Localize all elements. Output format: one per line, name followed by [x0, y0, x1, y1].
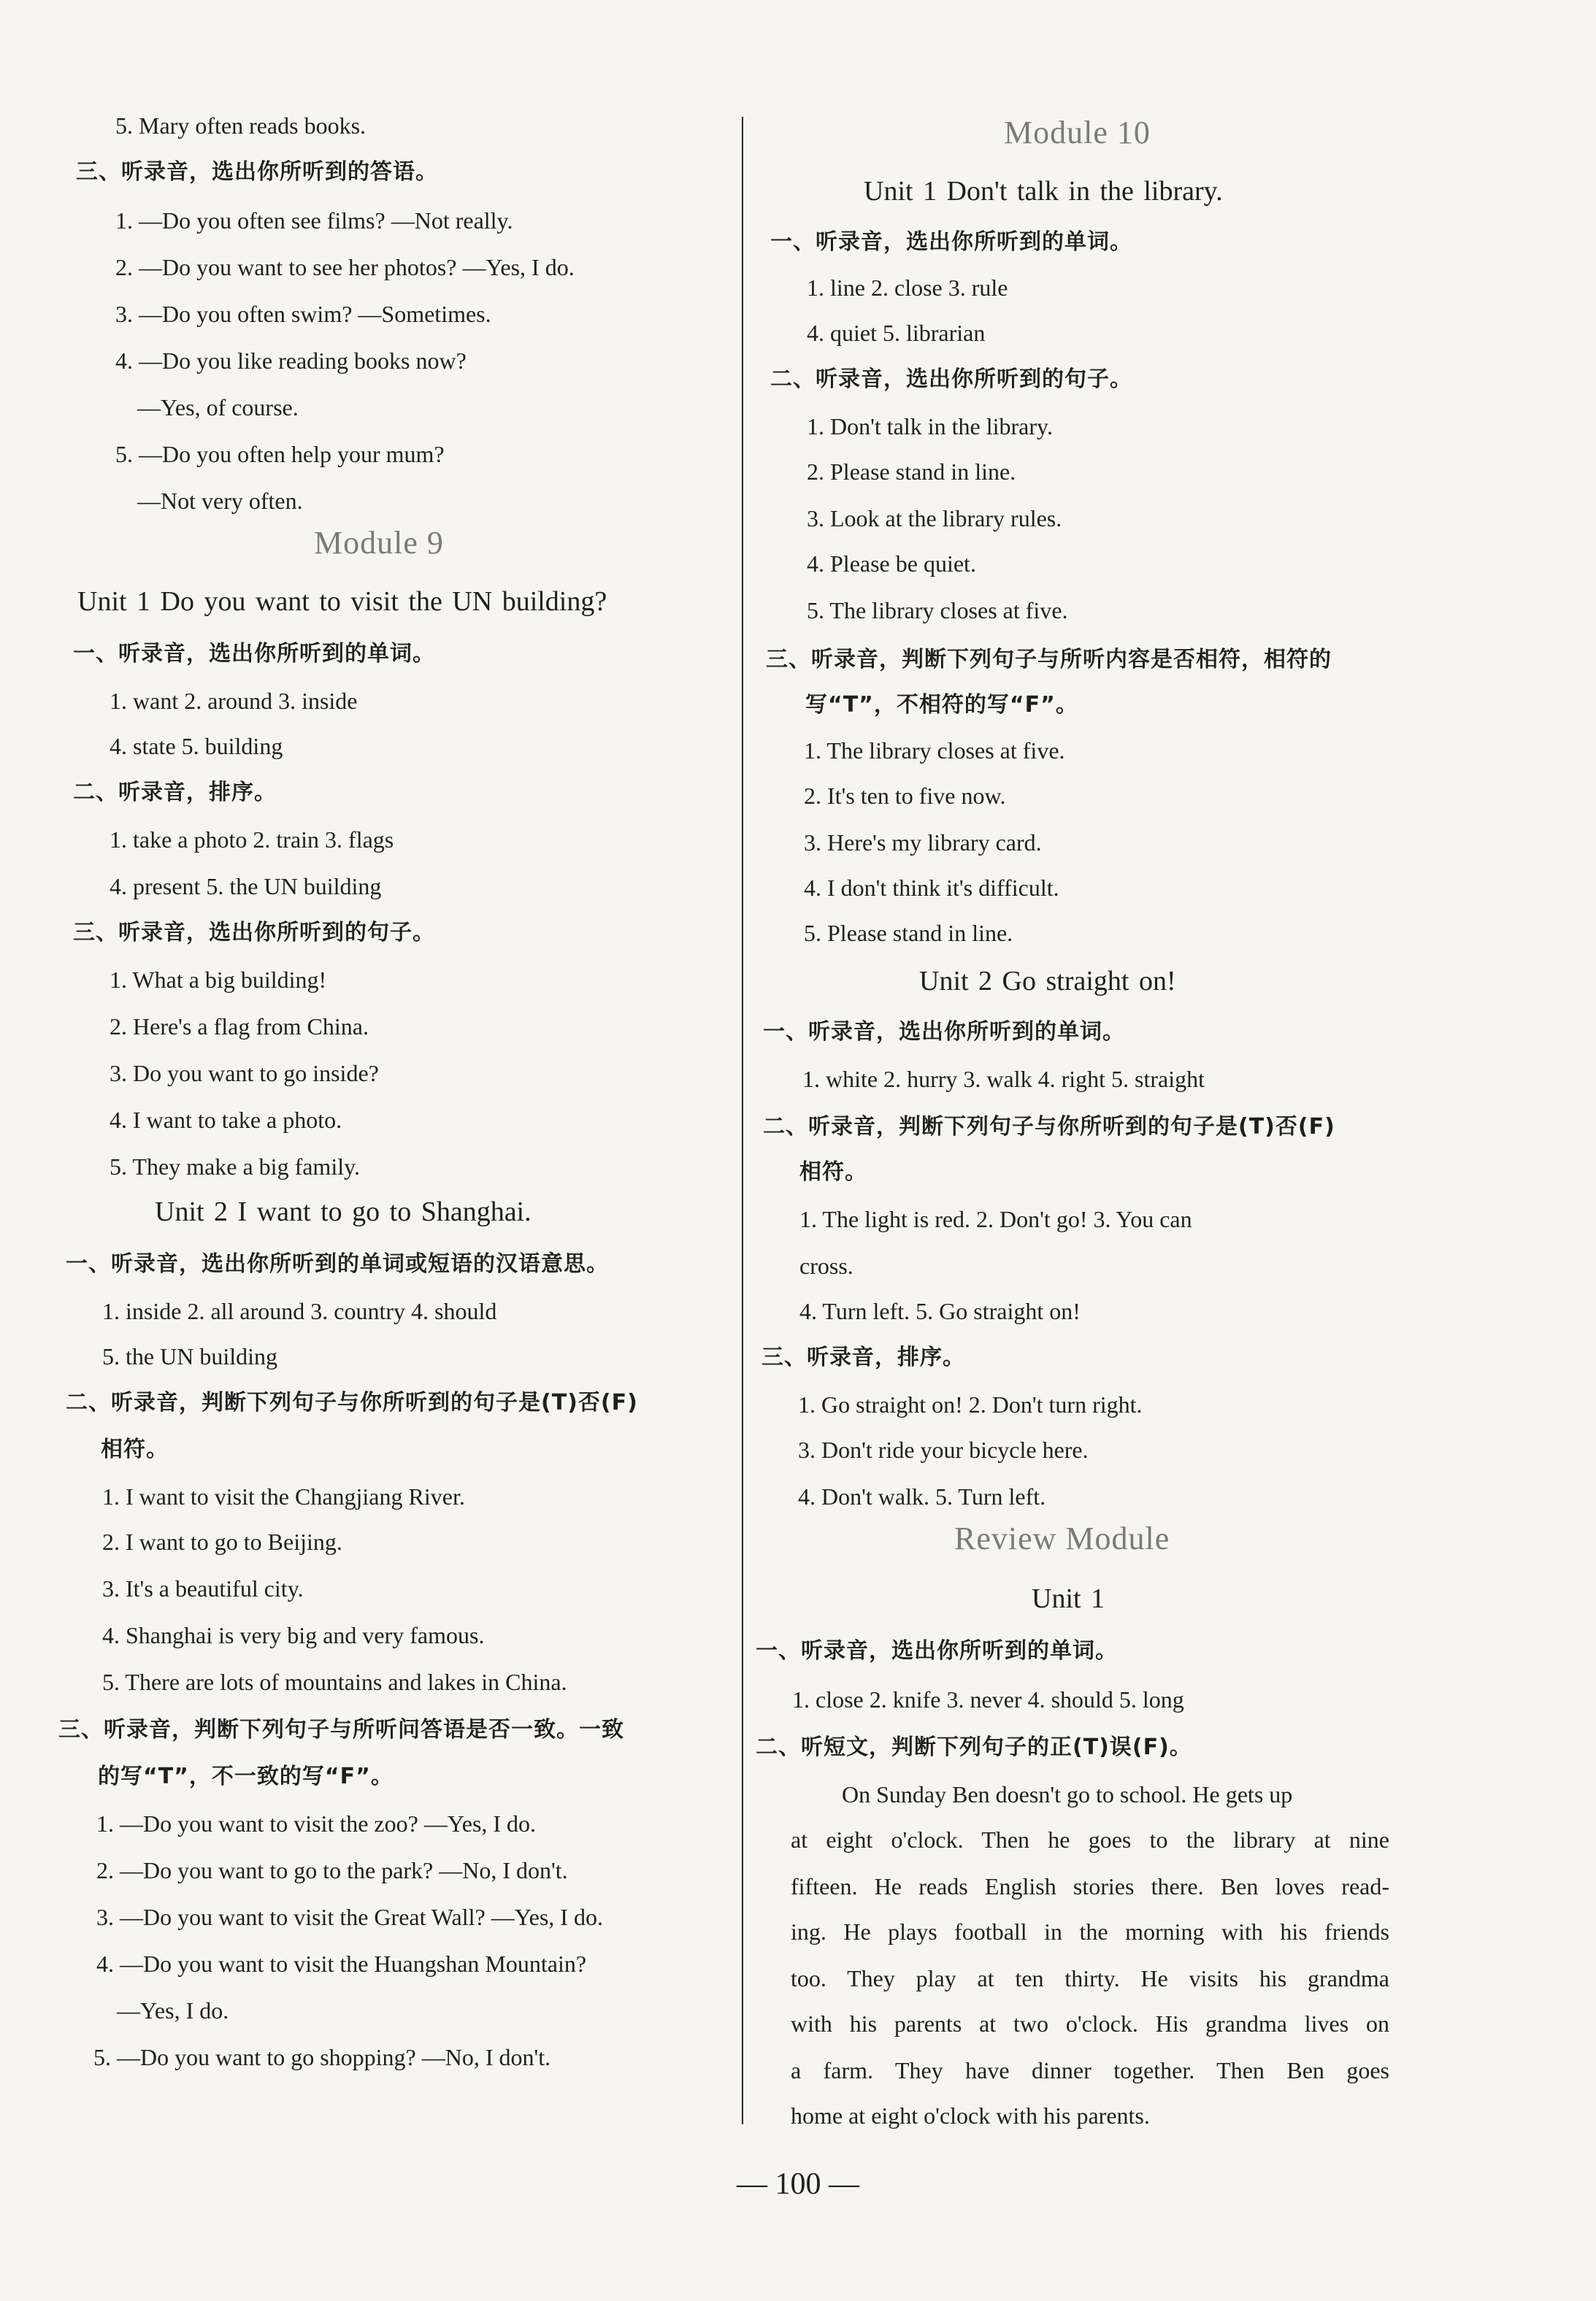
answer-line: 2. It's ten to five now.: [804, 783, 1006, 809]
section-heading: 写“T”，不相符的写“F”。: [805, 692, 1078, 718]
answer-line: 4. Please be quiet.: [807, 550, 976, 577]
section-heading: 三、听录音，排序。: [761, 1345, 965, 1370]
answer-line: 1. inside 2. all around 3. country 4. should: [102, 1298, 497, 1324]
passage-line: with his parents at two o'clock. His grandma lives on: [791, 2010, 1389, 2037]
passage-line: fifteen. He reads English stories there. Ben loves read-: [791, 1873, 1389, 1899]
section-heading: 三、听录音，选出你所听到的答语。: [76, 159, 438, 185]
answer-line: 4. Don't walk. 5. Turn left.: [798, 1483, 1046, 1510]
answer-line: 1. —Do you want to visit the zoo? —Yes, I do.: [96, 1810, 537, 1837]
passage-line: ing. He plays football in the morning with his friends: [791, 1918, 1389, 1945]
answer-line: 4. Turn left. 5. Go straight on!: [799, 1298, 1081, 1324]
module-title: Review Module: [954, 1521, 1170, 1556]
answer-line: 3. Here's my library card.: [804, 829, 1042, 856]
passage-line: at eight o'clock. Then he goes to the library at nine: [791, 1826, 1389, 1853]
answer-line: cross.: [799, 1253, 853, 1279]
unit-title: Unit 2 Go straight on!: [919, 966, 1176, 996]
answer-line: —Yes, I do.: [117, 1997, 229, 2024]
answer-line: 1. close 2. knife 3. never 4. should 5. long: [792, 1686, 1184, 1713]
answer-line: 3. —Do you want to visit the Great Wall? —Yes, I do.: [96, 1904, 603, 1930]
section-heading: 二、听录音，选出你所听到的句子。: [770, 366, 1132, 392]
passage-line: too. They play at ten thirty. He visits his grandma: [791, 1965, 1389, 1991]
answer-line: 4. quiet 5. librarian: [807, 320, 986, 346]
column-divider: [742, 117, 743, 2124]
module-title: Module 9: [314, 525, 444, 561]
section-heading: 三、听录音，判断下列句子与所听内容是否相符，相符的: [766, 647, 1332, 672]
answer-line: 1. —Do you often see films? —Not really.: [115, 207, 513, 234]
answer-line: 5. Please stand in line.: [804, 920, 1013, 946]
passage-line: a farm. They have dinner together. Then Ben goes: [791, 2057, 1389, 2083]
answer-line: 4. present 5. the UN building: [110, 873, 382, 899]
answer-line: 5. The library closes at five.: [807, 597, 1068, 623]
answer-line: 5. the UN building: [102, 1343, 277, 1370]
section-heading: 三、听录音，判断下列句子与所听问答语是否一致。一致: [58, 1717, 624, 1743]
section-heading: 二、听录音，判断下列句子与你所听到的句子是(T)否(F): [66, 1390, 638, 1415]
answer-line: 2. —Do you want to see her photos? —Yes, I do.: [115, 254, 575, 280]
section-heading: 二、听短文，判断下列句子的正(T)误(F)。: [756, 1735, 1192, 1760]
page-number: — 100 —: [737, 2167, 859, 2201]
passage-line: On Sunday Ben doesn't go to school. He gets up: [842, 1781, 1293, 1808]
section-heading: 一、听录音，选出你所听到的单词。: [763, 1019, 1125, 1045]
passage-line: home at eight o'clock with his parents.: [791, 2102, 1150, 2129]
answer-line: 1. take a photo 2. train 3. flags: [110, 826, 394, 853]
module-title: Module 10: [1004, 115, 1151, 150]
answer-line: 4. I want to take a photo.: [110, 1107, 342, 1133]
answer-line: 2. Please stand in line.: [807, 458, 1016, 485]
answer-line: —Yes, of course.: [137, 394, 299, 420]
answer-line: 3. Do you want to go inside?: [110, 1060, 379, 1086]
unit-title: Unit 1: [1032, 1583, 1105, 1614]
answer-line: 3. Don't ride your bicycle here.: [798, 1437, 1089, 1463]
section-heading: 二、听录音，排序。: [73, 780, 277, 805]
answer-line: 2. I want to go to Beijing.: [102, 1529, 342, 1555]
answer-line: 1. The library closes at five.: [804, 737, 1065, 764]
section-heading: 一、听录音，选出你所听到的单词。: [756, 1638, 1118, 1664]
answer-line: 4. I don't think it's difficult.: [804, 875, 1059, 901]
section-heading: 相符。: [101, 1437, 169, 1462]
answer-line: 4. state 5. building: [110, 733, 283, 759]
answer-line: 3. It's a beautiful city.: [102, 1575, 304, 1602]
section-heading: 一、听录音，选出你所听到的单词。: [770, 229, 1132, 255]
answer-line: 1. I want to visit the Changjiang River.: [102, 1483, 465, 1510]
section-heading: 一、听录音，选出你所听到的单词。: [73, 641, 435, 667]
answer-line: 1. line 2. close 3. rule: [807, 274, 1008, 301]
answer-line: 5. —Do you want to go shopping? —No, I don't.: [93, 2044, 551, 2070]
answer-line: 2. —Do you want to go to the park? —No, I don't.: [96, 1857, 568, 1883]
answer-line: 4. —Do you like reading books now?: [115, 347, 467, 374]
answer-line: 1. The light is red. 2. Don't go! 3. You can: [799, 1206, 1192, 1232]
unit-title: Unit 1 Don't talk in the library.: [864, 176, 1223, 207]
answer-line: 5. Mary often reads books.: [115, 112, 367, 139]
section-heading: 的写“T”，不一致的写“F”。: [98, 1764, 394, 1789]
unit-title: Unit 1 Do you want to visit the UN building?: [77, 586, 607, 617]
answer-line: 4. Shanghai is very big and very famous.: [102, 1622, 485, 1648]
answer-line: 1. What a big building!: [110, 967, 327, 993]
answer-line: 1. Don't talk in the library.: [807, 413, 1053, 439]
answer-line: 1. white 2. hurry 3. walk 4. right 5. straight: [802, 1066, 1205, 1092]
section-heading: 一、听录音，选出你所听到的单词或短语的汉语意思。: [66, 1251, 609, 1277]
answer-line: 1. Go straight on! 2. Don't turn right.: [798, 1391, 1143, 1418]
section-heading: 三、听录音，选出你所听到的句子。: [73, 920, 435, 945]
unit-title: Unit 2 I want to go to Shanghai.: [155, 1196, 532, 1227]
answer-line: 3. Look at the library rules.: [807, 505, 1062, 531]
section-heading: 相符。: [799, 1159, 867, 1185]
answer-line: 2. Here's a flag from China.: [110, 1013, 369, 1040]
section-heading: 二、听录音，判断下列句子与你所听到的句子是(T)否(F): [763, 1114, 1335, 1140]
answer-line: 4. —Do you want to visit the Huangshan Mountain?: [96, 1951, 587, 1977]
answer-line: 5. There are lots of mountains and lakes in China.: [102, 1669, 567, 1695]
answer-line: 1. want 2. around 3. inside: [110, 688, 358, 714]
answer-line: 5. They make a big family.: [110, 1153, 361, 1180]
answer-line: 3. —Do you often swim? —Sometimes.: [115, 301, 491, 327]
answer-line: 5. —Do you often help your mum?: [115, 441, 445, 467]
answer-line: —Not very often.: [137, 488, 303, 514]
